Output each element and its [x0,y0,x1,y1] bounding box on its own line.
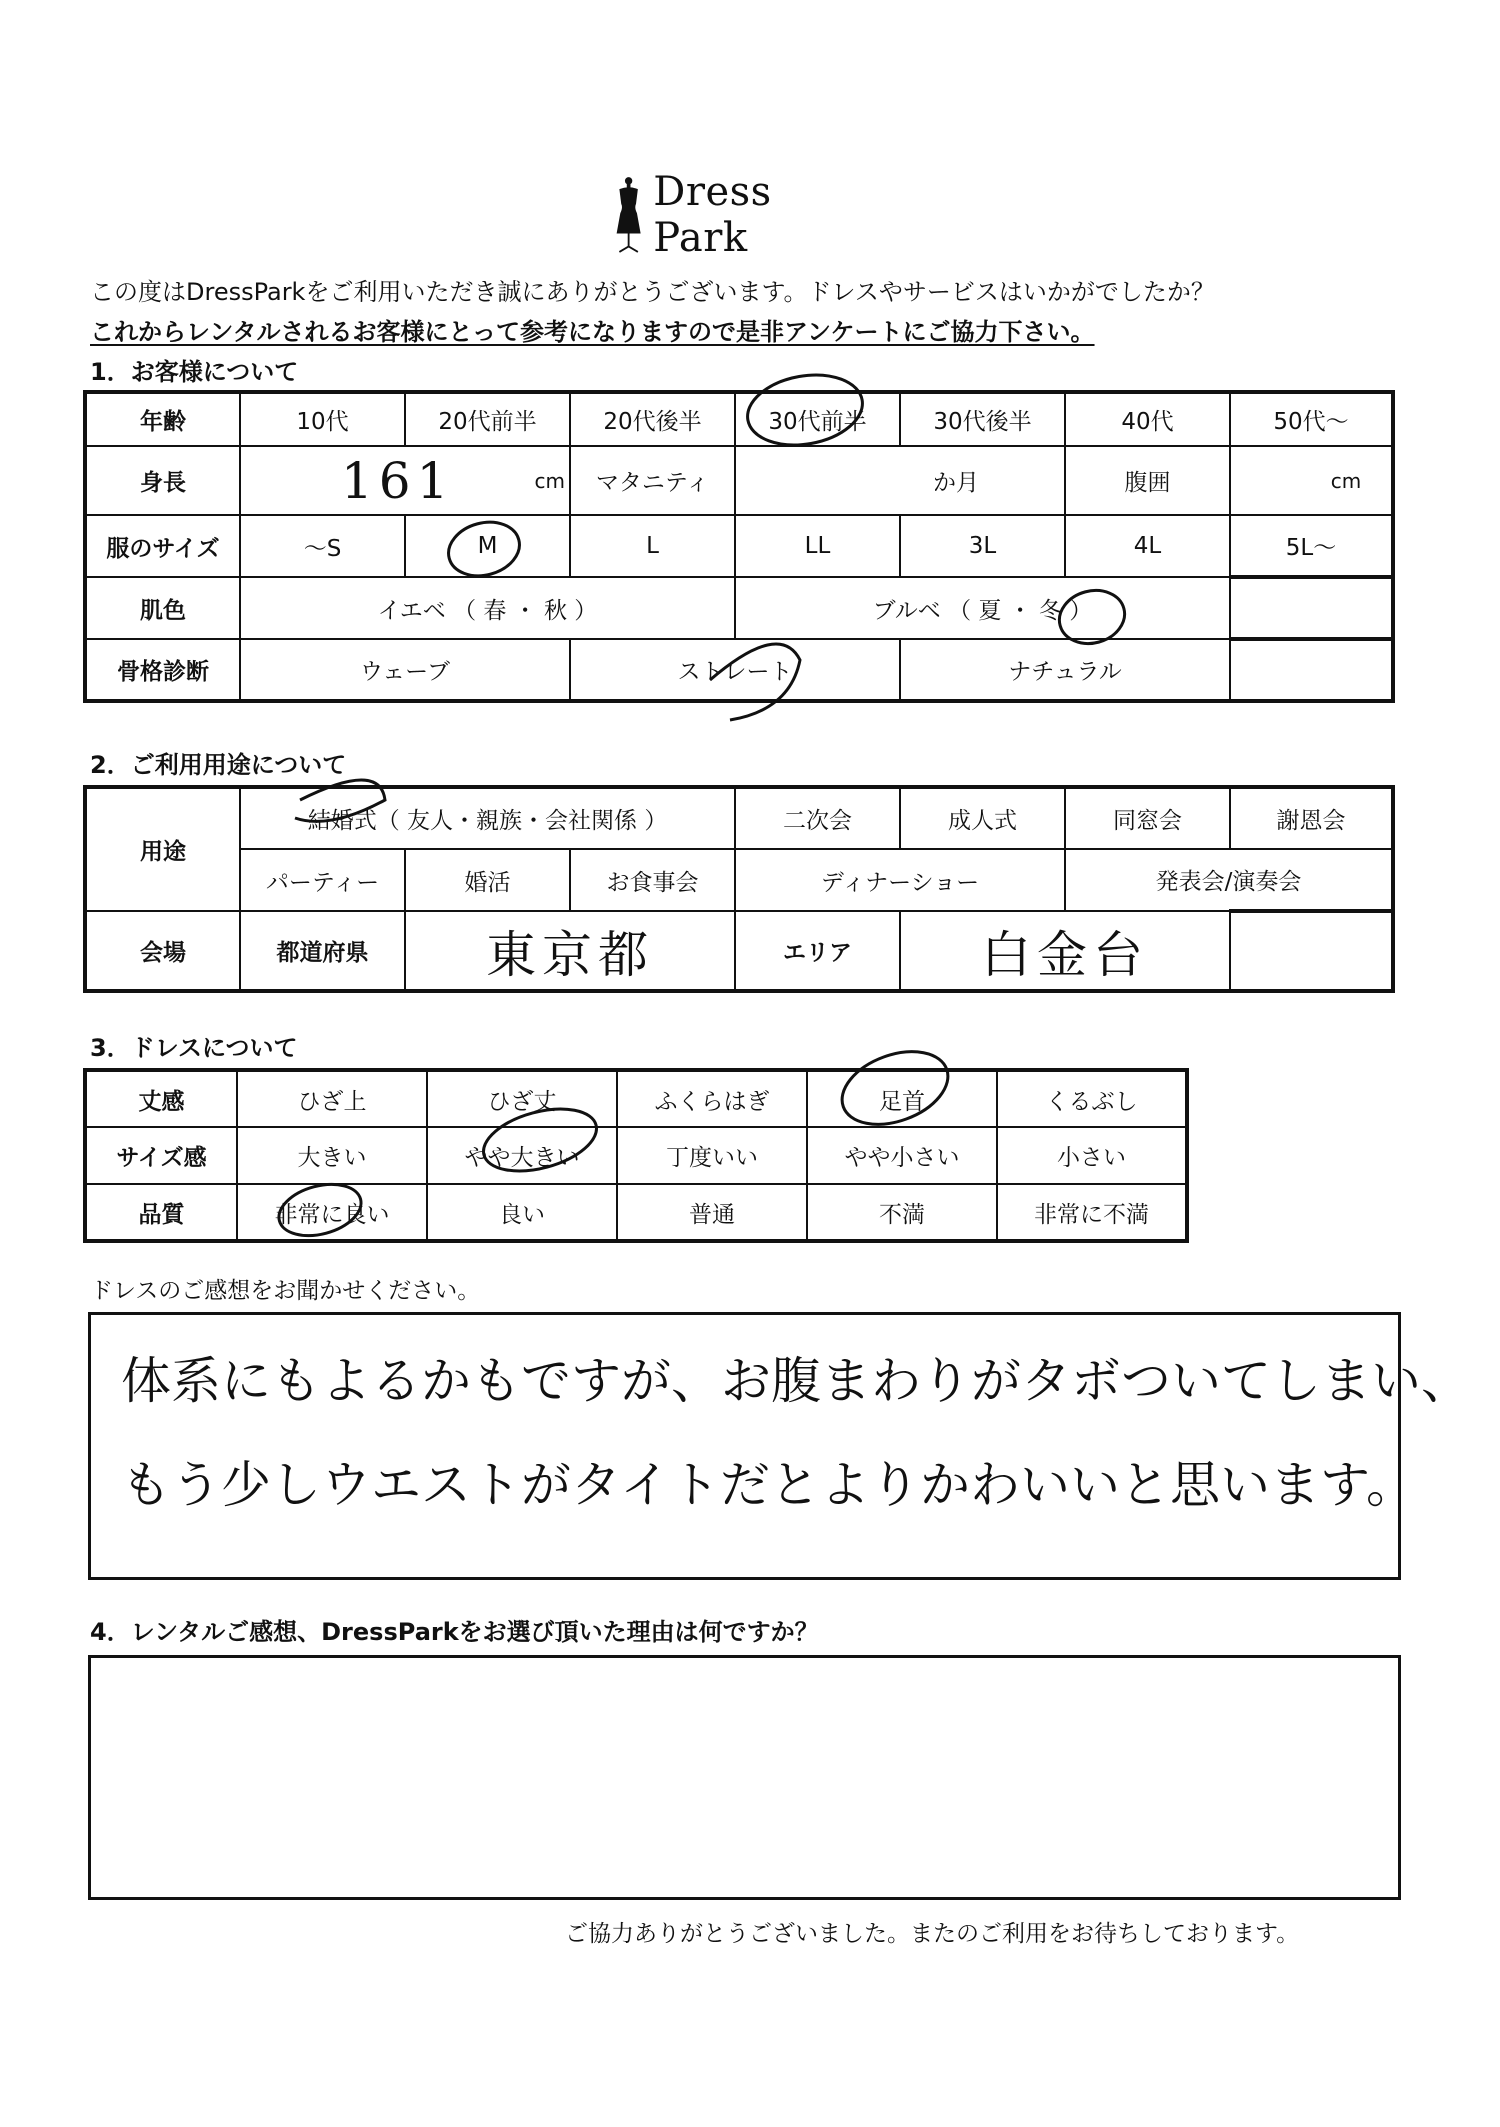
quality-option[interactable]: 非常に不満 [997,1184,1187,1241]
area-value: 白金台 [981,925,1150,984]
venue-label: 会場 [85,911,240,991]
brand-name: Dress Park [653,169,772,261]
fit-option[interactable]: 小さい [997,1127,1187,1184]
body-row [85,446,1393,515]
intro-text: この度はDressParkをご利用いただき誠にありがとうございます。ドレスやサービスはいかがでしたか？ [90,278,1215,306]
waist-label: 腹囲 [1065,446,1230,515]
purpose-option[interactable]: ディナーショー [735,849,1065,911]
closing-text: ご協力ありがとうございました。またのご利用をお待ちしております。 [565,1921,1300,1947]
size-option[interactable]: LL [735,515,900,577]
waist-field[interactable] [1230,446,1393,515]
length-option-selected[interactable]: 足首 [807,1070,997,1127]
age-row [85,392,1393,446]
purpose-option[interactable]: 二次会 [735,787,900,849]
fit-row [85,1127,1187,1184]
size-option[interactable]: L [570,515,735,577]
skin-label: 肌色 [85,577,240,639]
impressions-line: 体系にもよるかもですが、お腹まわりがタボついてしまい、 [121,1352,1471,1410]
fit-option[interactable]: 大きい [237,1127,427,1184]
size-row [85,515,1393,577]
quality-option[interactable]: 普通 [617,1184,807,1241]
dress-form-icon [612,173,645,257]
maternity-label: マタニティ [570,446,735,515]
frame-row [85,639,1393,701]
length-label: 丈感 [85,1070,237,1127]
frame-label: 骨格診断 [85,639,240,701]
age-label: 年齢 [85,392,240,446]
height-field[interactable] [240,446,570,515]
purpose-option[interactable]: パーティー [240,849,405,911]
purpose-option[interactable]: 成人式 [900,787,1065,849]
skin-yellow-option[interactable]: イエベ （ 春 ・ 秋 ） [240,577,735,639]
customer-table [83,390,1395,703]
prefecture-value: 東京都 [486,925,655,984]
empty-cell [1230,639,1393,701]
purpose-row-1 [85,787,1393,849]
purpose-option-selected[interactable]: 結婚式（ 友人・親族・会社関係 ） [240,787,735,849]
purpose-option[interactable]: 発表会/演奏会 [1065,849,1393,911]
frame-option[interactable]: ナチュラル [900,639,1230,701]
length-option[interactable]: ふくらはぎ [617,1070,807,1127]
size-option-selected[interactable]: M [405,515,570,577]
area-label: エリア [735,911,900,991]
dress-table [83,1068,1189,1243]
fit-option-selected[interactable]: やや大きい [427,1127,617,1184]
fit-option[interactable]: やや小さい [807,1127,997,1184]
length-option[interactable]: くるぶし [997,1070,1187,1127]
venue-row [85,911,1393,991]
purpose-option[interactable]: 同窓会 [1065,787,1230,849]
age-option[interactable]: 10代 [240,392,405,446]
maternity-unit: か月 [933,470,979,496]
reason-textarea[interactable] [88,1655,1401,1900]
size-label: 服のサイズ [85,515,240,577]
empty-cell [1230,911,1393,991]
age-option[interactable]: 20代前半 [405,392,570,446]
height-unit: cm [534,469,565,493]
quality-row [85,1184,1187,1241]
size-option[interactable]: ～S [240,515,405,577]
purpose-option[interactable]: 謝恩会 [1230,787,1393,849]
quality-option[interactable]: 良い [427,1184,617,1241]
quality-label: 品質 [85,1184,237,1241]
length-option[interactable]: ひざ上 [237,1070,427,1127]
quality-option-selected[interactable]: 非常に良い [237,1184,427,1241]
age-option[interactable]: 20代後半 [570,392,735,446]
height-label: 身長 [85,446,240,515]
frame-option-selected[interactable]: ストレート [570,639,900,701]
maternity-field[interactable] [735,446,1065,515]
height-value: 161 [341,451,455,510]
waist-unit: cm [1330,468,1362,493]
age-option[interactable]: 30代後半 [900,392,1065,446]
section2-title: 2．ご利用用途について [90,751,347,779]
skin-blue-option[interactable]: ブルベ （ 夏 ・ 冬 ） [735,577,1230,639]
purpose-option[interactable]: 婚活 [405,849,570,911]
skin-row [85,577,1393,639]
size-option[interactable]: 4L [1065,515,1230,577]
frame-option[interactable]: ウェーブ [240,639,570,701]
size-option[interactable]: 3L [900,515,1065,577]
section4-title: 4．レンタルご感想、DressParkをお選び頂いた理由は何ですか？ [90,1618,819,1646]
quality-option[interactable]: 不満 [807,1184,997,1241]
age-option[interactable]: 40代 [1065,392,1230,446]
brand-logo [612,170,862,260]
section1-title: 1．お客様について [90,358,299,386]
age-option-selected[interactable]: 30代前半 [735,392,900,446]
fit-option[interactable]: 丁度いい [617,1127,807,1184]
age-option[interactable]: 50代～ [1230,392,1393,446]
impressions-textarea[interactable] [88,1312,1471,1580]
section3-title: 3．ドレスについて [90,1034,298,1062]
length-option[interactable]: ひざ丈 [427,1070,617,1127]
size-option[interactable]: 5L～ [1230,515,1393,577]
purpose-table [83,785,1395,993]
fit-label: サイズ感 [85,1127,237,1184]
purpose-label: 用途 [85,787,240,911]
empty-cell [1230,577,1393,639]
impressions-line: もう少しウエストがタイトだとよりかわいいと思います。 [121,1456,1416,1514]
purpose-option[interactable]: お食事会 [570,849,735,911]
area-field[interactable] [900,911,1230,991]
prefecture-label: 都道府県 [240,911,405,991]
intro-request: これからレンタルされるお客様にとって参考になりますので是非アンケートにご協力下さい。 [90,318,1095,346]
length-row [85,1070,1187,1127]
purpose-row-2 [85,849,1393,911]
prefecture-field[interactable] [405,911,735,991]
impressions-title: ドレスのご感想をお聞かせください。 [90,1278,481,1304]
